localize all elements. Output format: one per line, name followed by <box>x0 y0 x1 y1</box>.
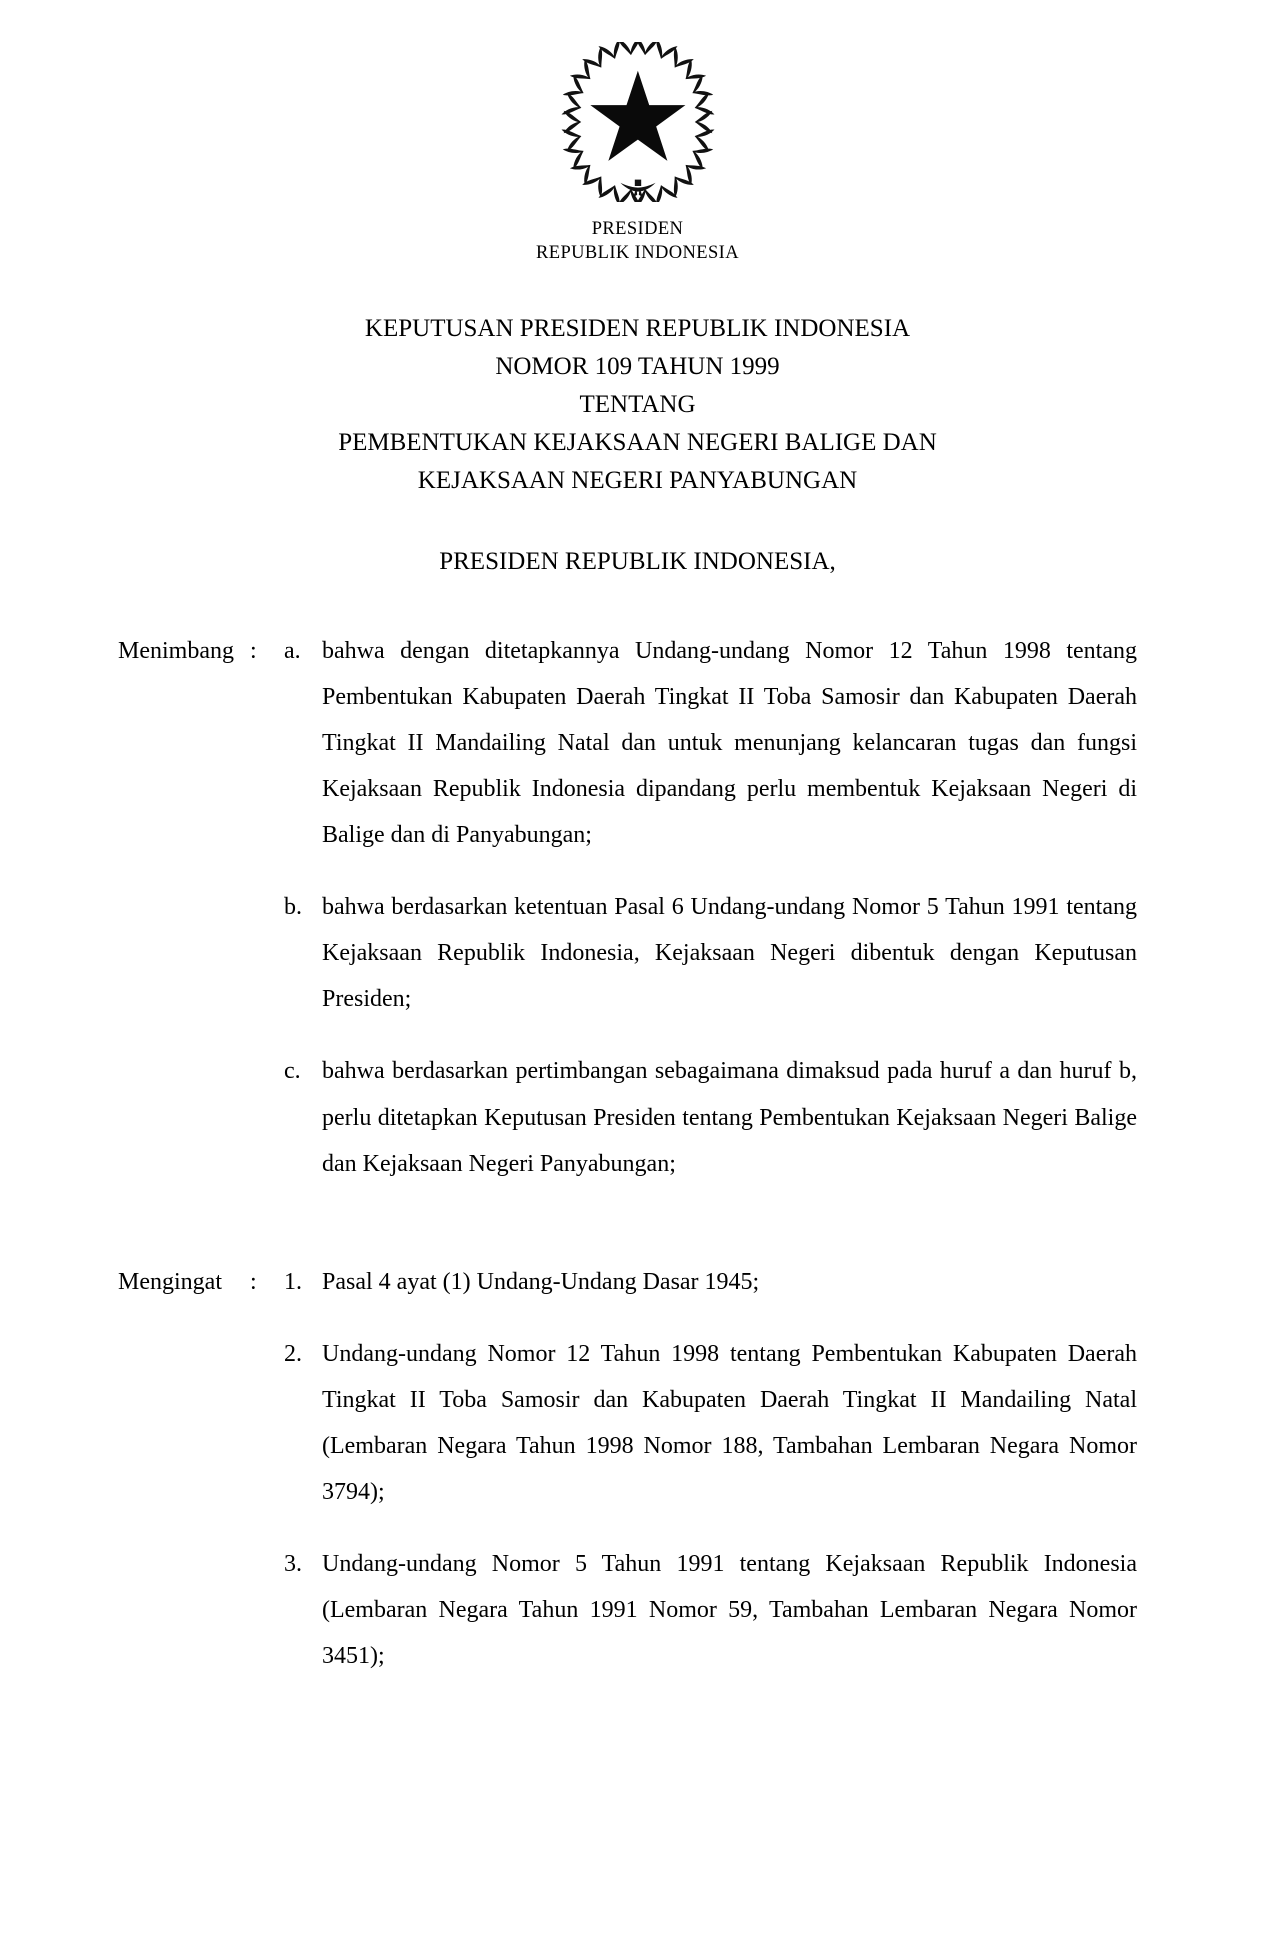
menimbang-colon: : <box>250 637 257 664</box>
title-line-subject-1: PEMBENTUKAN KEJAKSAAN NEGERI BALIGE DAN <box>338 428 937 456</box>
document-title-block <box>0 310 1275 500</box>
list-item <box>284 1259 1137 1305</box>
mengingat-section <box>0 1259 1275 1680</box>
item-text: bahwa berdasarkan pertimbangan sebagaimana dimaksud pada huruf a dan huruf b, perlu ditetapkan Keputusan Presiden tentang Pembentukan Kejaksaan Negeri Balige dan Kejaksaan Negeri Panyabungan; <box>322 1058 1137 1177</box>
mengingat-colon: : <box>250 1268 257 1295</box>
title-line-nomor: NOMOR 109 TAHUN 1999 <box>495 352 780 380</box>
item-marker: c. <box>284 1058 301 1085</box>
item-text: Undang-undang Nomor 12 Tahun 1998 tentang Pembentukan Kabupaten Daerah Tingkat II Toba Samosir dan Kabupaten Daerah Tingkat II Mandailing Natal (Lembaran Negara Tahun 1998 Nomor 188, Tambahan Lembaran Negara Nomor 3794); <box>322 1340 1137 1505</box>
item-marker: a. <box>284 637 301 664</box>
indonesian-presidential-seal-icon <box>558 42 718 202</box>
emblem-caption-presiden: PRESIDEN <box>591 219 684 239</box>
mengingat-items <box>284 1259 1137 1680</box>
list-item <box>284 1331 1137 1515</box>
item-marker: 3. <box>284 1551 302 1578</box>
item-marker: b. <box>284 894 302 921</box>
star-shape <box>590 71 685 161</box>
menimbang-items <box>284 628 1137 1187</box>
list-item <box>284 884 1137 1022</box>
mengingat-row <box>118 1259 1137 1680</box>
item-text: Pasal 4 ayat (1) Undang-Undang Dasar 1945; <box>322 1268 760 1295</box>
title-line-subject-2: KEJAKSAAN NEGERI PANYABUNGAN <box>417 466 858 494</box>
title-line-tentang: TENTANG <box>579 390 696 418</box>
enacting-clause: PRESIDEN REPUBLIK INDONESIA, <box>439 547 836 575</box>
emblem-caption <box>0 217 1275 266</box>
emblem-block <box>0 0 1275 266</box>
item-text: bahwa dengan ditetapkannya Undang-undang Nomor 12 Tahun 1998 tentang Pembentukan Kabupaten Daerah Tingkat II Toba Samosir dan Kabupaten Daerah Tingkat II Mandailing Natal dan untuk menunjang kelancaran tugas dan fungsi Kejaksaan Republik Indonesia dipandang perlu membentuk Kejaksaan Negeri di Balige dan di Panyabungan; <box>322 637 1137 849</box>
item-marker: 2. <box>284 1340 302 1367</box>
item-text: Undang-undang Nomor 5 Tahun 1991 tentang Kejaksaan Republik Indonesia (Lembaran Negara Tahun 1991 Nomor 59, Tambahan Lembaran Negara Nomor 3451); <box>322 1551 1137 1670</box>
emblem-caption-republik-indonesia: REPUBLIK INDONESIA <box>536 243 739 264</box>
menimbang-section <box>0 628 1275 1187</box>
item-marker: 1. <box>284 1268 302 1295</box>
menimbang-label: Menimbang <box>118 637 234 664</box>
title-line-keputusan: KEPUTUSAN PRESIDEN REPUBLIK INDONESIA <box>364 314 911 342</box>
list-item <box>284 1541 1137 1679</box>
menimbang-row <box>118 628 1137 1187</box>
list-item <box>284 1048 1137 1186</box>
mengingat-label: Mengingat <box>118 1268 222 1295</box>
item-text: bahwa berdasarkan ketentuan Pasal 6 Undang-undang Nomor 5 Tahun 1991 tentang Kejaksaan Republik Indonesia, Kejaksaan Negeri dibentuk dengan Keputusan Presiden; <box>322 894 1137 1013</box>
list-item <box>284 628 1137 858</box>
